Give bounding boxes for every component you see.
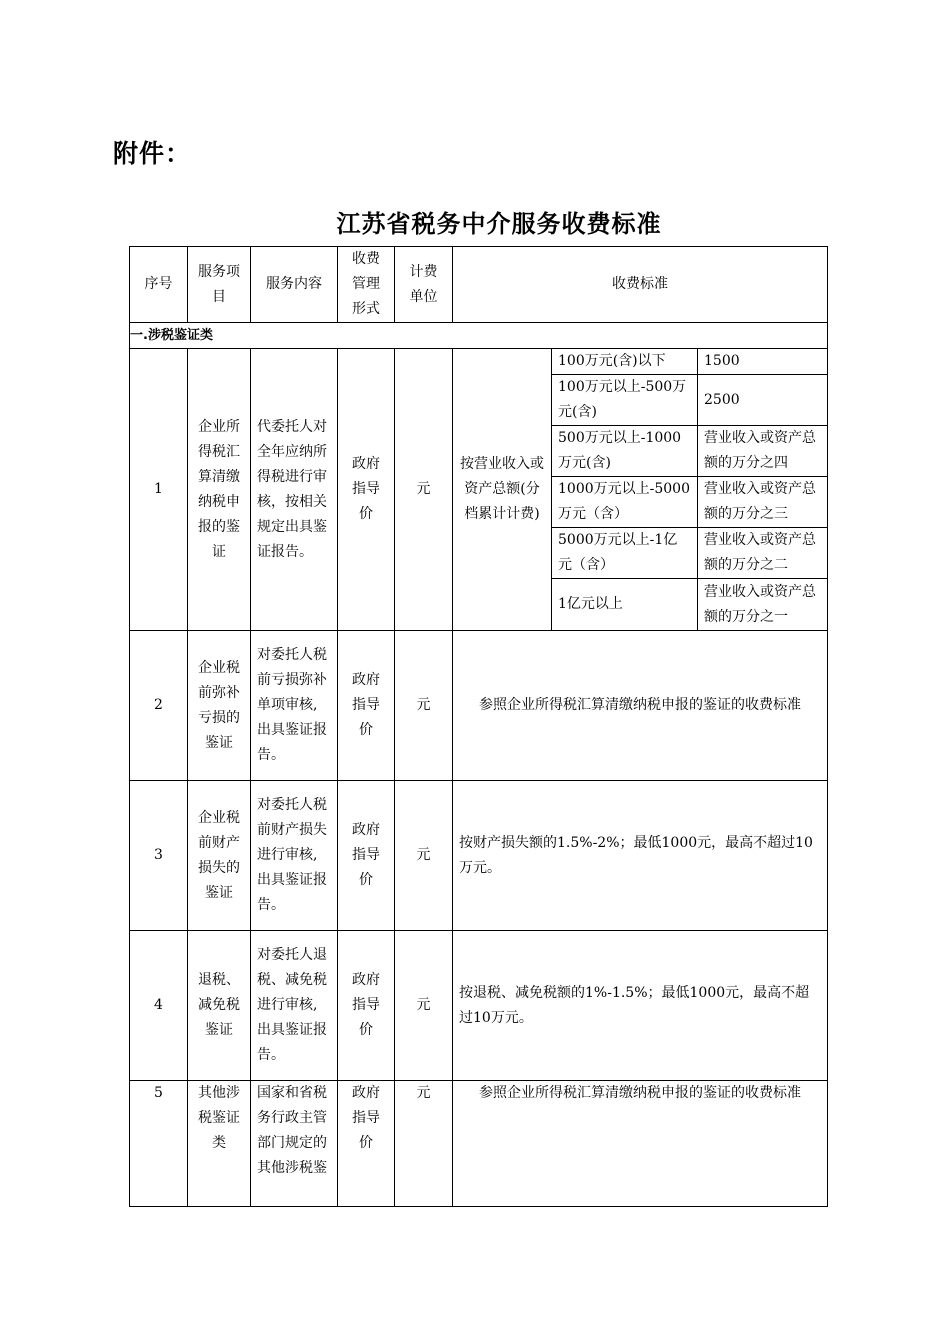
row2-unit: 元 (395, 631, 453, 781)
row4-item: 退税、减免税鉴证 (188, 931, 251, 1081)
row3-mgmt: 政府指导价 (338, 781, 395, 931)
row2-seq: 2 (130, 631, 188, 781)
tier-range: 1亿元以上 (552, 579, 698, 631)
row1-seq: 1 (130, 349, 188, 631)
tier-range: 100万元(含)以下 (552, 349, 698, 375)
header-mgmt: 收费管理形式 (338, 247, 395, 323)
attachment-label: 附件： (113, 139, 192, 168)
tier-fee: 营业收入或资产总额的万分之一 (698, 579, 828, 631)
row1-mgmt: 政府指导价 (338, 349, 395, 631)
row5-seq: 5 (130, 1081, 188, 1207)
tier-fee: 营业收入或资产总额的万分之四 (698, 426, 828, 477)
header-content: 服务内容 (251, 247, 338, 323)
row4-seq: 4 (130, 931, 188, 1081)
row5-unit: 元 (395, 1081, 453, 1207)
row3-content: 对委托人税前财产损失进行审核,出具鉴证报告。 (251, 781, 338, 931)
table-row (130, 631, 828, 781)
table-row (130, 349, 828, 375)
row2-item: 企业税前弥补亏损的鉴证 (188, 631, 251, 781)
tier-range: 5000万元以上-1亿元（含） (552, 528, 698, 579)
tier-range: 1000万元以上-5000万元（含） (552, 477, 698, 528)
header-unit: 计费单位 (395, 247, 453, 323)
header-seq: 序号 (130, 247, 188, 323)
row1-basis: 按营业收入或资产总额(分档累计计费) (453, 349, 552, 631)
row4-mgmt: 政府指导价 (338, 931, 395, 1081)
row3-seq: 3 (130, 781, 188, 931)
row1-item: 企业所得税汇算清缴纳税申报的鉴证 (188, 349, 251, 631)
table-header-row (130, 247, 828, 323)
row5-standard: 参照企业所得税汇算清缴纳税申报的鉴证的收费标准 (453, 1081, 828, 1207)
tier-fee: 1500 (698, 349, 828, 375)
table-row (130, 781, 828, 931)
row3-unit: 元 (395, 781, 453, 931)
header-item: 服务项目 (188, 247, 251, 323)
row3-standard: 按财产损失额的1.5%-2%；最低1000元，最高不超过10万元。 (453, 781, 828, 931)
row5-item: 其他涉税鉴证类 (188, 1081, 251, 1207)
row3-item: 企业税前财产损失的鉴证 (188, 781, 251, 931)
section-title: 一.涉税鉴证类 (130, 323, 828, 349)
row4-standard: 按退税、减免税额的1%-1.5%；最低1000元，最高不超过10万元。 (453, 931, 828, 1081)
row1-content: 代委托人对全年应纳所得税进行审核，按相关规定出具鉴证报告。 (251, 349, 338, 631)
row1-unit: 元 (395, 349, 453, 631)
table-row (130, 931, 828, 1081)
row2-content: 对委托人税前亏损弥补单项审核,出具鉴证报告。 (251, 631, 338, 781)
row5-content: 国家和省税务行政主管部门规定的其他涉税鉴 (251, 1081, 338, 1207)
tier-fee: 营业收入或资产总额的万分之三 (698, 477, 828, 528)
fee-standard-table (129, 246, 828, 1207)
row4-unit: 元 (395, 931, 453, 1081)
header-standard: 收费标准 (453, 247, 828, 323)
tier-fee: 营业收入或资产总额的万分之二 (698, 528, 828, 579)
tier-range: 500万元以上-1000万元(含) (552, 426, 698, 477)
page-title: 江苏省税务中介服务收费标准 (336, 210, 662, 238)
table-row (130, 1081, 828, 1207)
tier-range: 100万元以上-500万元(含) (552, 375, 698, 426)
tier-fee: 2500 (698, 375, 828, 426)
row2-standard: 参照企业所得税汇算清缴纳税申报的鉴证的收费标准 (453, 631, 828, 781)
row4-content: 对委托人退税、减免税进行审核,出具鉴证报告。 (251, 931, 338, 1081)
row5-mgmt: 政府指导价 (338, 1081, 395, 1207)
row2-mgmt: 政府指导价 (338, 631, 395, 781)
section-row (130, 323, 828, 349)
